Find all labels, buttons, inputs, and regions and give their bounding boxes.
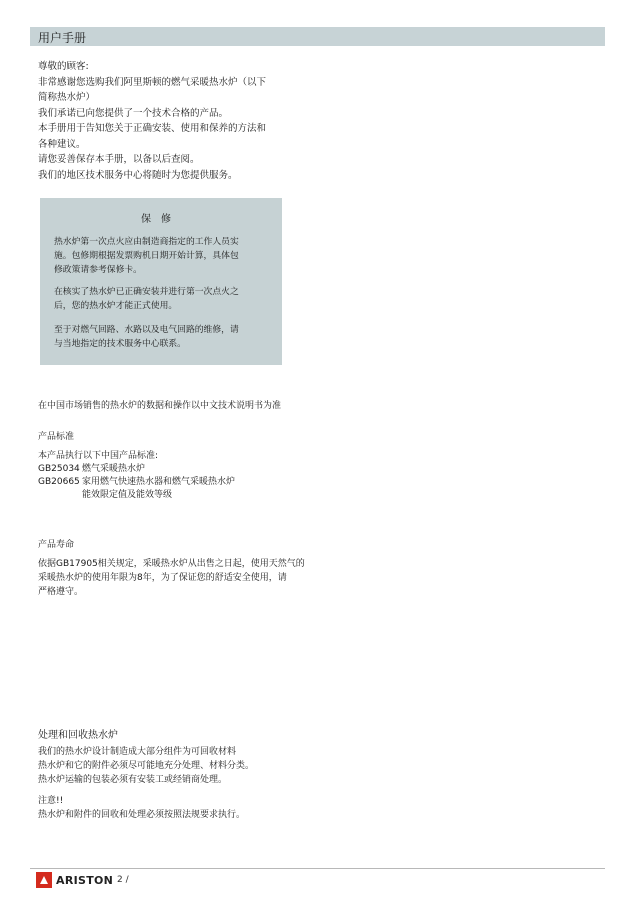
intro-line: 尊敬的顾客: [38,61,89,72]
warranty-title: 保修 [141,214,181,225]
ariston-logo-icon [36,872,52,888]
intro-line: 我们承诺已向您提供了一个技术合格的产品。 [38,107,229,119]
page-number: 2 / [117,875,129,885]
notice-label: 注意!! [38,796,64,806]
intro-line: 本手册用于告知您关于正确安装、使用和保养的方法和 [38,123,267,134]
lifespan-line: 严格遵守。 [38,587,84,597]
page-header-title: 用户手册 [38,31,87,45]
intro-line: 各种建议。 [38,138,86,150]
warranty-box [40,198,282,365]
standard-code: GB25034 [38,464,80,474]
intro-line: 简称热水炉） [38,92,96,103]
lifespan-heading: 产品寿命 [38,540,75,550]
lifespan-section [38,557,338,599]
standard-title: 家用燃气快速热水器和燃气采暖热水炉 [82,477,236,487]
warranty-line: 热水炉第一次点火应由制造商指定的工作人员实 [54,237,239,247]
header-bar [30,27,605,46]
warranty-paragraph-1 [54,235,268,277]
ariston-logo [36,872,113,888]
warranty-paragraph-3 [54,323,268,351]
recycling-heading: 处理和回收热水炉 [38,730,118,741]
warranty-line: 施。包修期根据发票购机日期开始计算，具体包 [54,251,239,261]
intro-line: 请您妥善保存本手册，以备以后查阅。 [38,154,200,165]
brand-name: ARISTON [56,873,114,887]
china-market-note: 在中国市场销售的热水炉的数据和操作以中文技术说明书为准 [38,401,282,411]
footer-divider [30,868,605,869]
standard-code-spacer [38,489,82,502]
recycling-line: 热水炉和它的附件必须尽可能地充分处理、材料分类。 [38,761,255,771]
standard-item-continuation [38,489,338,502]
recycling-line: 热水炉运输的包装必须有安装工或经销商处理。 [38,775,228,785]
warranty-line: 至于对燃气回路、水路以及电气回路的维修，请 [54,325,239,335]
warranty-line: 后，您的热水炉才能正式使用。 [54,301,178,311]
standard-title: 燃气采暖热水炉 [82,464,146,474]
recycling-section [38,745,338,787]
standards-intro: 本产品执行以下中国产品标准: [38,451,159,461]
warranty-line: 与当地指定的技术服务中心联系。 [54,339,186,349]
standards-heading: 产品标准 [38,432,75,442]
intro-line: 非常感谢您选购我们阿里斯顿的燃气采暖热水炉（以下 [38,76,267,88]
lifespan-line: 依据GB17905相关规定，采暖热水炉从出售之日起，使用天然气的 [38,559,305,569]
standard-item [38,463,338,476]
standard-code: GB20665 [38,477,80,487]
lifespan-line: 采暖热水炉的使用年限为8年，为了保证您的舒适安全使用，请 [38,573,287,583]
recycling-notice [38,794,338,822]
warranty-paragraph-2 [54,285,268,313]
warranty-line: 在核实了热水炉已正确安装并进行第一次点火之 [54,287,239,297]
standards-section [38,450,338,502]
notice-text: 热水炉和附件的回收和处理必须按照法规要求执行。 [38,810,246,820]
intro-line: 我们的地区技术服务中心将随时为您提供服务。 [38,169,238,181]
standard-title: 能效限定值及能效等级 [82,490,173,500]
intro-section [38,59,318,183]
warranty-line: 修政策请参考保修卡。 [54,265,142,275]
standard-item [38,476,338,489]
recycling-line: 我们的热水炉设计制造成大部分组件为可回收材料 [38,747,237,757]
